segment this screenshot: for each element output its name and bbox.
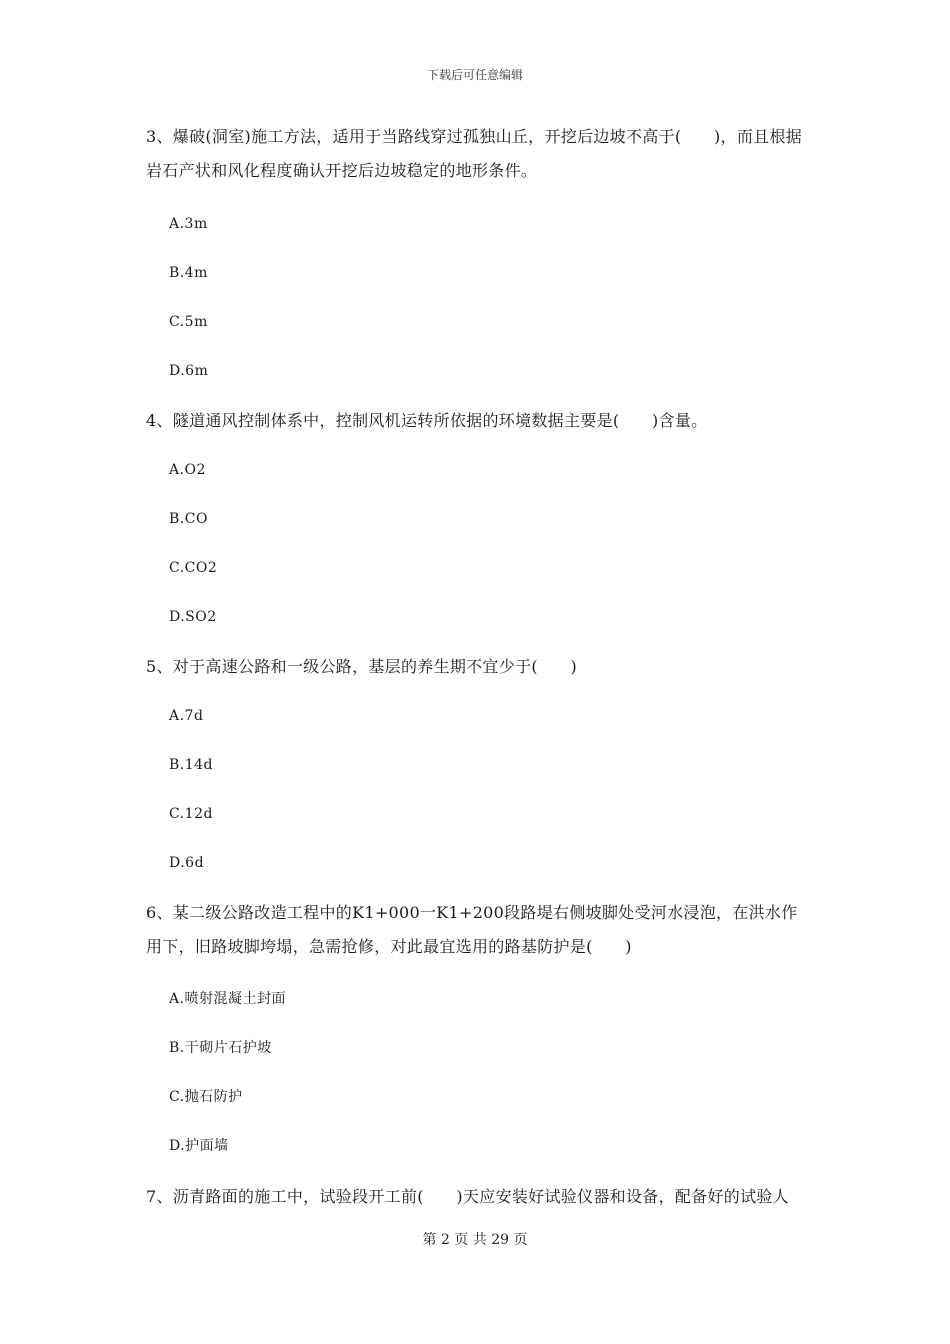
option-c: C.抛石防护	[169, 1089, 243, 1105]
page-footer: 第 2 页 共 29 页	[422, 1232, 528, 1248]
page-header: 下载后可任意编辑	[426, 68, 523, 82]
option-c: C.12d	[169, 806, 213, 822]
question-text: 6、某二级公路改造工程中的K1+000一K1+200段路堤右侧坡脚处受河水浸泡，在洪水作用下，旧路坡脚垮塌，急需抢修，对此最宜选用的路基防护是( )	[146, 903, 798, 956]
question-text: 3、爆破(洞室)施工方法，适用于当路线穿过孤独山丘，开挖后边坡不高于( )，而且根据岩石产状和风化程度确认开挖后边坡稳定的地形条件。	[146, 127, 803, 180]
option-a: A.喷射混凝土封面	[169, 991, 287, 1007]
option-a: A.3m	[169, 216, 208, 232]
option-b: B.4m	[169, 265, 208, 281]
option-d: D.6d	[169, 855, 205, 871]
question-text: 7、沥青路面的施工中，试验段开工前( )天应安装好试验仪器和设备，配备好的试验人	[146, 1187, 789, 1206]
option-d: D.护面墙	[169, 1138, 229, 1154]
option-b: B.CO	[169, 511, 208, 527]
option-c: C.5m	[169, 314, 208, 330]
question-text: 4、隧道通风控制体系中，控制风机运转所依据的环境数据主要是( )含量。	[146, 411, 708, 430]
option-a: A.7d	[169, 708, 204, 724]
option-b: B.14d	[169, 757, 214, 773]
option-d: D.6m	[169, 363, 209, 379]
option-b: B.干砌片石护坡	[169, 1040, 272, 1056]
option-d: D.SO2	[169, 609, 217, 625]
option-a: A.O2	[169, 462, 206, 478]
option-c: C.CO2	[169, 560, 218, 576]
question-text: 5、对于高速公路和一级公路，基层的养生期不宜少于( )	[146, 657, 578, 676]
